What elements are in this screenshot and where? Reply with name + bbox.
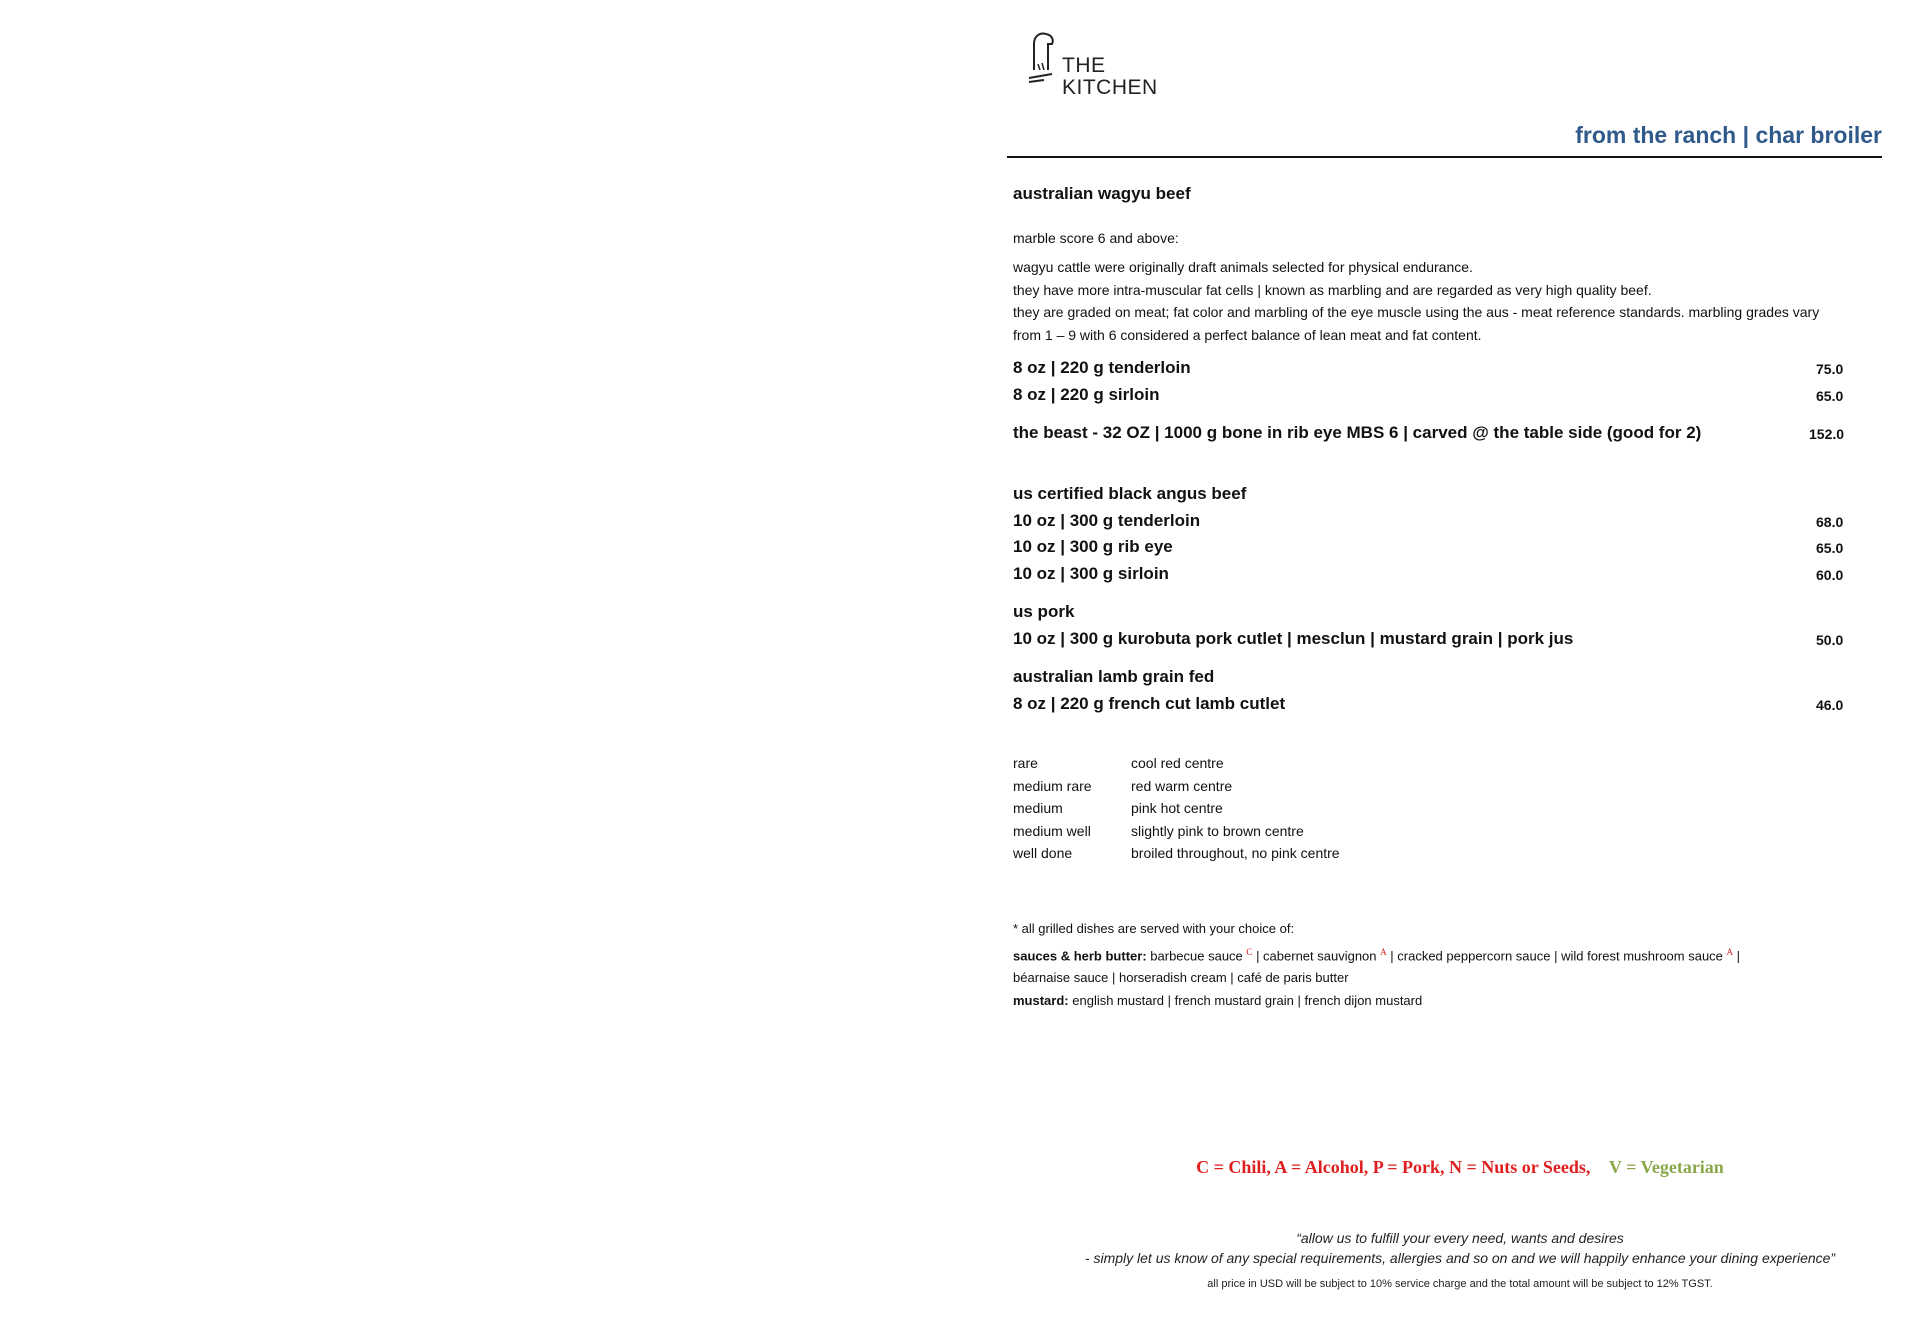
doneness-level: medium rare (1013, 777, 1092, 794)
quote-line-2: - simply let us know of any special requirements, allergies and so on and we will happily enhance your dining experience” (1084, 1250, 1836, 1266)
doneness-level: medium well (1013, 822, 1091, 839)
chili-mark: C (1246, 946, 1253, 957)
menu-item-name: 10 oz | 300 g sirloin (1013, 564, 1169, 583)
section-title: from the ranch | char broiler (1575, 122, 1882, 148)
doneness-level: medium (1013, 800, 1063, 816)
menu-item-price: 152.0 (1809, 426, 1845, 442)
wagyu-desc-line: they are graded on meat; fat color and marbling of the eye muscle using the aus - meat reference standards. marbling grades vary (1013, 304, 1820, 320)
menu-item-name: 10 oz | 300 g tenderloin (1013, 511, 1201, 530)
mustard-label: mustard: (1013, 992, 1069, 1008)
alcohol-mark: A (1380, 946, 1387, 957)
accompaniments-notes (1013, 918, 1893, 1012)
doneness-desc: slightly pink to brown centre (1131, 822, 1304, 839)
doneness-level: rare (1013, 755, 1038, 771)
wagyu-desc-line: wagyu cattle were originally draft animals selected for physical endurance. (1013, 259, 1473, 275)
doneness-row (1013, 820, 1340, 843)
menu-item-price: 60.0 (1816, 567, 1844, 583)
menu-page (1000, 0, 1920, 1327)
logo-line-1: THE (1062, 54, 1106, 77)
legend-text: C = Chili, A = Alcohol, P = Pork, N = Nuts or Seeds, (1196, 1157, 1591, 1177)
service-quote (1000, 1228, 1920, 1268)
menu-item-price: 68.0 (1816, 514, 1844, 530)
notes-intro: * all grilled dishes are served with your choice of: (1013, 921, 1295, 936)
menu-item-price: 50.0 (1816, 632, 1844, 648)
sauces-line (1013, 941, 1893, 968)
lamb-heading: australian lamb grain fed (1013, 667, 1215, 686)
menu-item (1013, 511, 1853, 531)
allergen-legend (1000, 1157, 1920, 1178)
menu-item (1013, 694, 1853, 714)
menu-item (1013, 385, 1853, 405)
sauces-label: sauces & herb butter: (1013, 947, 1147, 963)
mustard-list: english mustard | french mustard grain | french dijon mustard (1072, 992, 1423, 1008)
sauce-separator: | (1736, 947, 1741, 963)
marble-score-label: marble score 6 and above: (1013, 230, 1179, 246)
menu-item (1013, 564, 1853, 584)
menu-item-price: 65.0 (1816, 388, 1844, 404)
doneness-desc: red warm centre (1131, 777, 1233, 794)
doneness-level: well done (1013, 845, 1073, 861)
menu-item-price: 46.0 (1816, 697, 1844, 713)
doneness-desc: cool red centre (1131, 755, 1224, 771)
doneness-row (1013, 797, 1340, 820)
tax-note: all price in USD will be subject to 10% service charge and the total amount will be subject to 12% TGST. (1207, 1278, 1713, 1290)
sauce-item: barbecue sauce (1150, 947, 1243, 963)
logo-line-2: KITCHEN (1062, 76, 1158, 99)
menu-item-name: 8 oz | 220 g sirloin (1013, 385, 1160, 404)
menu-item-name: the beast - 32 OZ | 1000 g bone in rib eye MBS 6 | carved @ the table side (good for 2) (1013, 423, 1702, 442)
doneness-row (1013, 752, 1340, 775)
sauces-line-2: béarnaise sauce | horseradish cream | café de paris butter (1013, 970, 1349, 986)
menu-item (1013, 629, 1853, 649)
chef-hat-icon (1026, 30, 1056, 100)
mustard-line (1013, 990, 1893, 1013)
wagyu-desc-line: from 1 – 9 with 6 considered a perfect balance of lean meat and fat content. (1013, 326, 1482, 343)
menu-item-name: 8 oz | 220 g tenderloin (1013, 358, 1191, 377)
doneness-desc: broiled throughout, no pink centre (1131, 845, 1340, 861)
menu-item (1013, 537, 1853, 557)
legend-vegetarian: V = Vegetarian (1608, 1157, 1724, 1177)
menu-item (1013, 423, 1853, 443)
wagyu-heading: australian wagyu beef (1013, 184, 1191, 203)
menu-item-price: 65.0 (1816, 540, 1844, 556)
wagyu-description (1013, 256, 1893, 346)
pork-heading: us pork (1013, 602, 1075, 621)
sauce-item: | cabernet sauvignon (1256, 947, 1377, 963)
header-divider (1007, 156, 1882, 158)
alcohol-mark: A (1726, 946, 1734, 957)
menu-item (1013, 358, 1853, 378)
menu-item-name: 8 oz | 220 g french cut lamb cutlet (1013, 694, 1286, 713)
doneness-row (1013, 775, 1340, 798)
menu-item-name: 10 oz | 300 g rib eye (1013, 537, 1173, 556)
angus-heading: us certified black angus beef (1013, 484, 1247, 503)
menu-item-price: 75.0 (1816, 361, 1844, 377)
menu-item-name: 10 oz | 300 g kurobuta pork cutlet | mesclun | mustard grain | pork jus (1013, 629, 1574, 648)
sauce-item: | cracked peppercorn sauce | wild forest mushroom sauce (1390, 947, 1723, 963)
doneness-desc: pink hot centre (1131, 800, 1223, 816)
doneness-guide (1013, 752, 1340, 865)
quote-line-1: “allow us to fulfill your every need, wants and desires (1296, 1230, 1624, 1246)
doneness-row (1013, 842, 1340, 865)
wagyu-desc-line: they have more intra-muscular fat cells | known as marbling and are regarded as very high quality beef. (1013, 281, 1652, 298)
kitchen-logo (1026, 30, 1158, 100)
